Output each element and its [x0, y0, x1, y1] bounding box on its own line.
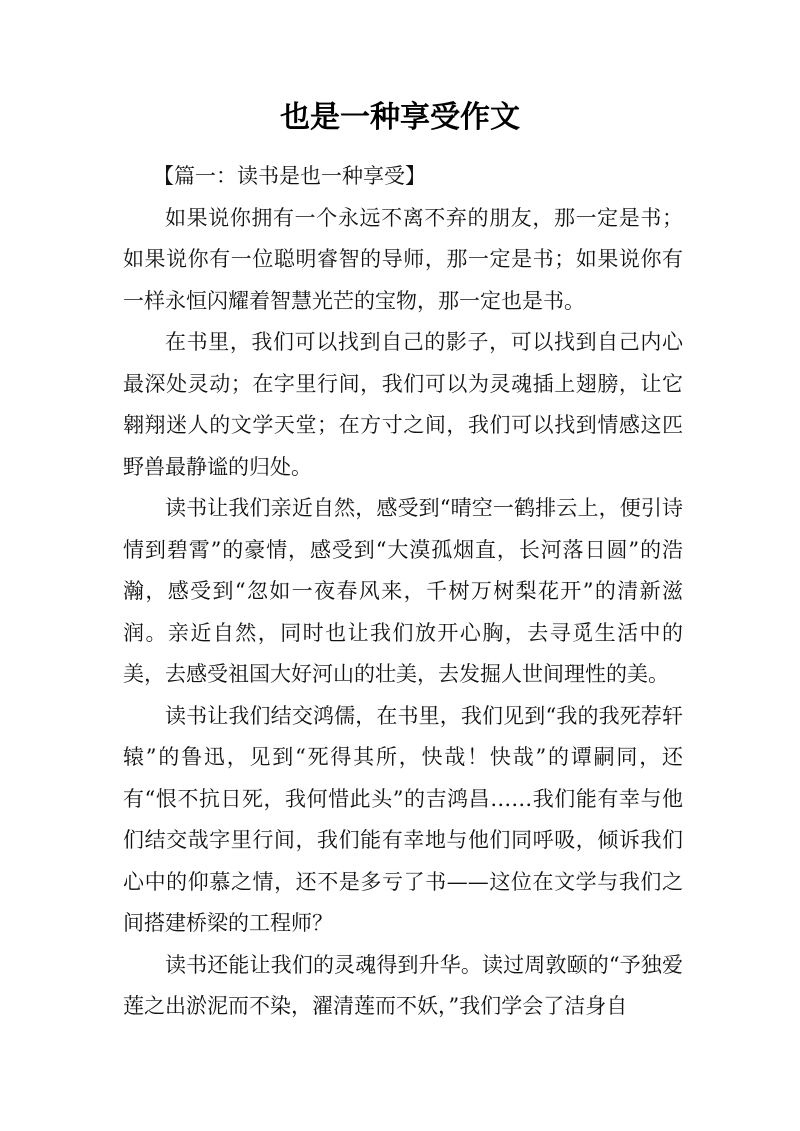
paragraph-1: 如果说你拥有一个永远不离不弃的朋友，那一定是书；如果说你有一位聪明睿智的导师，那一定是书；如果说你有一样永恒闪耀着智慧光芒的宝物，那一定也是书。 — [123, 205, 683, 313]
article-body — [123, 156, 683, 1028]
paragraph-2: 在书里，我们可以找到自己的影子，可以找到自己内心最深处灵动；在字里行间，我们可以为灵魂插上翅膀，让它翱翔迷人的文学天堂；在方寸之间，我们可以找到情感这匹野兽最静谧的归处。 — [123, 330, 683, 479]
section-heading: 【篇一：读书是也一种享受】 — [153, 164, 426, 188]
page-title: 也是一种享受作文 — [280, 100, 520, 135]
paragraph-3: 读书让我们亲近自然，感受到“晴空一鹤排云上，便引诗情到碧霄”的豪情，感受到“大漠孤烟直，长河落日圆”的浩瀚，感受到“忽如一夜春风来，千树万树梨花开”的清新滋润。亲近自然，同时也让我们放开心胸，去寻觅生活中的美，去感受祖国大好河山的壮美，去发掘人世间理性的美。 — [123, 496, 683, 686]
paragraph-4: 读书让我们结交鸿儒，在书里，我们见到“我的我死荐轩辕”的鲁迅，见到“死得其所，快哉！快哉”的谭嗣同，还有“恨不抗日死，我何惜此头”的吉鸿昌……我们能有幸与他们结交哉字里行间，我们能有幸地与他们同呼吸，倾诉我们心中的仰慕之情，还不是多亏了书——这位在文学与我们之间搭建桥梁的工程师？ — [123, 703, 683, 935]
paragraph-5: 读书还能让我们的灵魂得到升华。读过周敦颐的“予独爱莲之出淤泥而不染，濯清莲而不妖，”我们学会了洁身自 — [123, 952, 683, 1018]
